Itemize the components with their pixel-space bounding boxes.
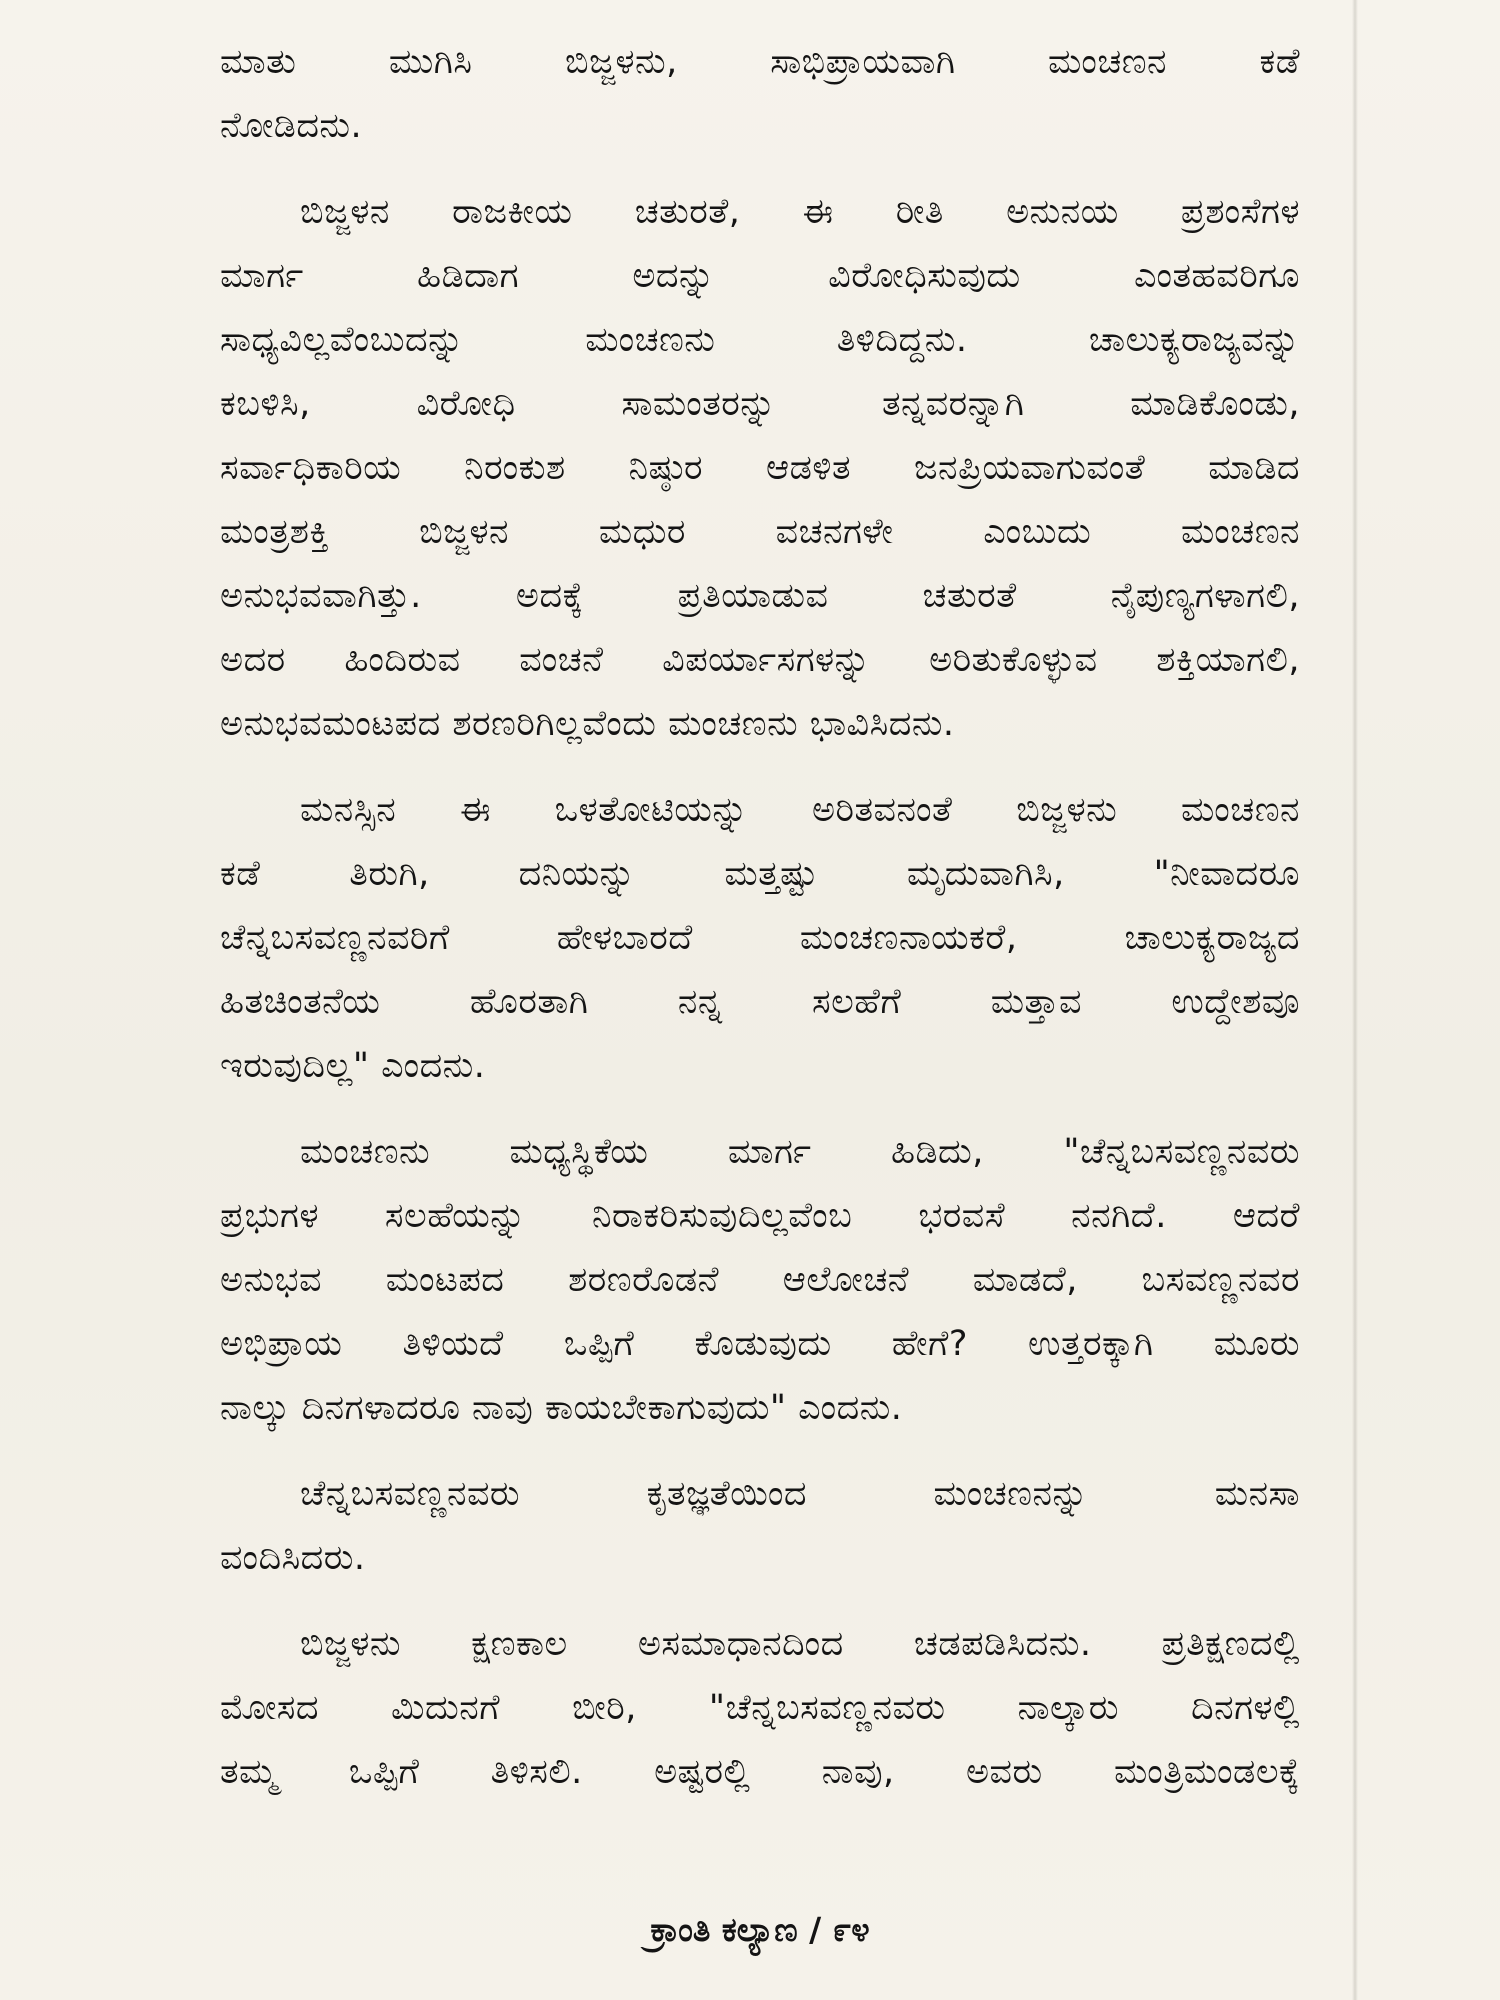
- text-line: ಮಾರ್ಗ ಹಿಡಿದಾಗ ಅದನ್ನು ವಿರೋಧಿಸುವುದು ಎಂತಹವರಿಗೂ: [220, 256, 1300, 296]
- text-line: ನಾಲ್ಕು ದಿನಗಳಾದರೂ ನಾವು ಕಾಯಬೇಕಾಗುವುದು" ಎಂದನು.: [220, 1388, 903, 1428]
- paragraph: [220, 778, 1300, 1098]
- text-line: ಬಿಜ್ಜಳನು ಕ್ಷಣಕಾಲ ಅಸಮಾಧಾನದಿಂದ ಚಡಪಡಿಸಿದನು. ಪ್ರತಿಕ್ಷಣದಲ್ಲಿ: [300, 1624, 1300, 1664]
- text-line: ಇರುವುದಿಲ್ಲ" ಎಂದನು.: [220, 1046, 486, 1086]
- paragraph: [220, 1462, 1300, 1590]
- text-line: ಪ್ರಭುಗಳ ಸಲಹೆಯನ್ನು ನಿರಾಕರಿಸುವುದಿಲ್ಲವೆಂಬ ಭರವಸೆ ನನಗಿದೆ. ಆದರೆ: [220, 1196, 1300, 1236]
- text-line: ಅನುಭವ ಮಂಟಪದ ಶರಣರೊಡನೆ ಆಲೋಚನೆ ಮಾಡದೆ, ಬಸವಣ್ಣನವರ: [220, 1260, 1300, 1300]
- text-line: ಸಾಧ್ಯವಿಲ್ಲವೆಂಬುದನ್ನು ಮಂಚಣನು ತಿಳಿದಿದ್ದನು. ಚಾಲುಕ್ಯರಾಜ್ಯವನ್ನು: [220, 320, 1300, 360]
- text-line: ಮಾತು ಮುಗಿಸಿ ಬಿಜ್ಜಳನು, ಸಾಭಿಪ್ರಾಯವಾಗಿ ಮಂಚಣನ ಕಡೆ: [220, 42, 1300, 82]
- paragraph: [220, 1120, 1300, 1440]
- text-line: ಹಿತಚಿಂತನೆಯ ಹೊರತಾಗಿ ನನ್ನ ಸಲಹೆಗೆ ಮತ್ತಾವ ಉದ್ದೇಶವೂ: [220, 982, 1300, 1022]
- text-line: ಸರ್ವಾಧಿಕಾರಿಯ ನಿರಂಕುಶ ನಿಷ್ಠುರ ಆಡಳಿತ ಜನಪ್ರಿಯವಾಗುವಂತೆ ಮಾಡಿದ: [220, 448, 1300, 488]
- text-line: ಚೆನ್ನಬಸವಣ್ಣನವರು ಕೃತಜ್ಞತೆಯಿಂದ ಮಂಚಣನನ್ನು ಮನಸಾ: [300, 1474, 1300, 1514]
- text-line: ತಮ್ಮ ಒಪ್ಪಿಗೆ ತಿಳಿಸಲಿ. ಅಷ್ಟರಲ್ಲಿ ನಾವು, ಅವರು ಮಂತ್ರಿಮಂಡಲಕ್ಕೆ: [220, 1752, 1300, 1792]
- text-line: ಚೆನ್ನಬಸವಣ್ಣನವರಿಗೆ ಹೇಳಬಾರದೆ ಮಂಚಣನಾಯಕರೆ, ಚಾಲುಕ್ಯರಾಜ್ಯದ: [220, 918, 1300, 958]
- text-line: ಮೋಸದ ಮಿದುನಗೆ ಬೀರಿ, "ಚೆನ್ನಬಸವಣ್ಣನವರು ನಾಲ್ಕಾರು ದಿನಗಳಲ್ಲಿ: [220, 1688, 1300, 1728]
- paragraph: [220, 30, 1300, 158]
- text-line: ಮಂತ್ರಶಕ್ತಿ ಬಿಜ್ಜಳನ ಮಧುರ ವಚನಗಳೇ ಎಂಬುದು ಮಂಚಣನ: [220, 512, 1300, 552]
- text-line: ಅದರ ಹಿಂದಿರುವ ವಂಚನೆ ವಿಪರ್ಯಾಸಗಳನ್ನು ಅರಿತುಕೊಳ್ಳುವ ಶಕ್ತಿಯಾಗಲಿ,: [220, 640, 1300, 680]
- page-edge-shadow: [1352, 0, 1358, 2000]
- text-line: ಬಿಜ್ಜಳನ ರಾಜಕೀಯ ಚತುರತೆ, ಈ ರೀತಿ ಅನುನಯ ಪ್ರಶಂಸೆಗಳ: [300, 192, 1300, 232]
- text-line: ಅಭಿಪ್ರಾಯ ತಿಳಿಯದೆ ಒಪ್ಪಿಗೆ ಕೊಡುವುದು ಹೇಗೆ? ಉತ್ತರಕ್ಕಾಗಿ ಮೂರು: [220, 1324, 1300, 1364]
- text-line: ಕಬಳಿಸಿ, ವಿರೋಧಿ ಸಾಮಂತರನ್ನು ತನ್ನವರನ್ನಾಗಿ ಮಾಡಿಕೊಂಡು,: [220, 384, 1300, 424]
- text-line: ಮಂಚಣನು ಮಧ್ಯಸ್ಥಿಕೆಯ ಮಾರ್ಗ ಹಿಡಿದು, "ಚೆನ್ನಬಸವಣ್ಣನವರು: [300, 1132, 1300, 1172]
- text-line: ನೋಡಿದನು.: [220, 106, 363, 146]
- text-line: ಅನುಭವಮಂಟಪದ ಶರಣರಿಗಿಲ್ಲವೆಂದು ಮಂಚಣನು ಭಾವಿಸಿದನು.: [220, 704, 955, 744]
- paragraph: [220, 1612, 1300, 1804]
- text-line: ವಂದಿಸಿದರು.: [220, 1538, 366, 1578]
- running-footer: ಕ್ರಾಂತಿ ಕಲ್ಯಾಣ / ೯೪: [650, 1910, 870, 1949]
- paragraph: [220, 180, 1300, 756]
- book-page-body: [220, 30, 1300, 1826]
- text-line: ಅನುಭವವಾಗಿತ್ತು. ಅದಕ್ಕೆ ಪ್ರತಿಯಾಡುವ ಚತುರತೆ ನೈಪುಣ್ಯಗಳಾಗಲಿ,: [220, 576, 1300, 616]
- text-line: ಮನಸ್ಸಿನ ಈ ಒಳತೋಟಿಯನ್ನು ಅರಿತವನಂತೆ ಬಿಜ್ಜಳನು ಮಂಚಣನ: [300, 790, 1300, 830]
- text-line: ಕಡೆ ತಿರುಗಿ, ದನಿಯನ್ನು ಮತ್ತಷ್ಟು ಮೃದುವಾಗಿಸಿ, "ನೀವಾದರೂ: [220, 854, 1300, 894]
